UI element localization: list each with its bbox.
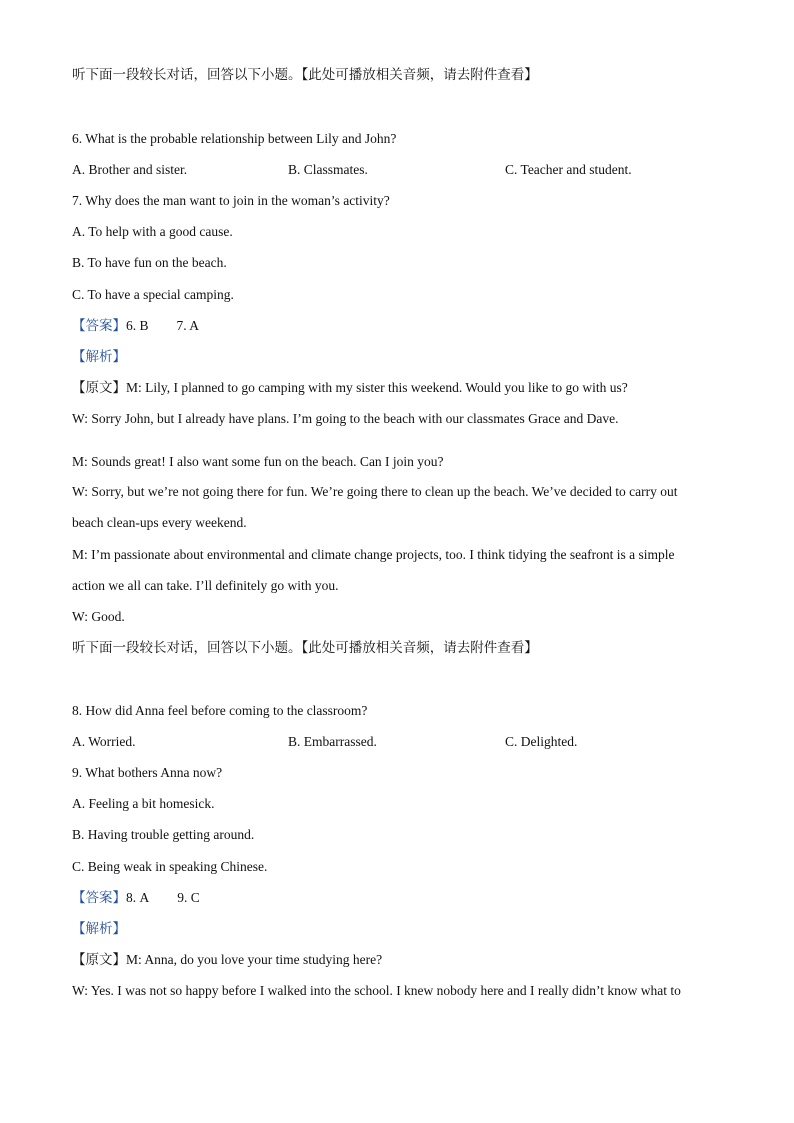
transcript-line: W: Sorry, but we’re not going there for fun. We’re going there to clean up the beach. We’ve decided to carry out — [72, 484, 678, 499]
q6-option-b: B. Classmates. — [288, 162, 368, 177]
q9-option-a: A. Feeling a bit homesick. — [72, 796, 215, 811]
q7-option-a: A. To help with a good cause. — [72, 224, 233, 239]
answer-8: 8. A — [126, 890, 150, 905]
answer-line — [72, 317, 199, 335]
transcript-line: W: Sorry John, but I already have plans. I’m going to the beach with our classmates Grace and Dave. — [72, 411, 619, 426]
question-6: 6. What is the probable relationship between Lily and John? — [72, 131, 397, 146]
q6-option-a: A. Brother and sister. — [72, 162, 188, 177]
answer-9: 9. C — [177, 890, 200, 905]
answer-label: 【答案】 — [72, 890, 126, 906]
answer-line — [72, 889, 200, 907]
transcript-line: M: Sounds great! I also want some fun on the beach. Can I join you? — [72, 454, 444, 469]
analysis-label: 【解析】 — [72, 921, 126, 937]
q9-option-b: B. Having trouble getting around. — [72, 827, 255, 842]
q8-option-b: B. Embarrassed. — [288, 734, 377, 749]
question-7: 7. Why does the man want to join in the woman’s activity? — [72, 193, 390, 208]
q7-option-c: C. To have a special camping. — [72, 287, 234, 302]
answer-6: 6. B — [126, 318, 149, 333]
listening-instruction: 听下面一段较长对话，回答以下小题。【此处可播放相关音频，请去附件查看】 — [72, 67, 538, 83]
transcript-line: 【原文】M: Lily, I planned to go camping with my sister this weekend. Would you like to go with us? — [72, 380, 628, 396]
listening-instruction: 听下面一段较长对话，回答以下小题。【此处可播放相关音频，请去附件查看】 — [72, 640, 538, 656]
transcript-line: W: Good. — [72, 609, 125, 624]
transcript-label: 【原文】 — [72, 380, 126, 396]
answer-label: 【答案】 — [72, 318, 126, 334]
question-8: 8. How did Anna feel before coming to the classroom? — [72, 703, 368, 718]
q9-option-c: C. Being weak in speaking Chinese. — [72, 859, 268, 874]
transcript-line: 【原文】M: Anna, do you love your time studying here? — [72, 952, 383, 968]
transcript-line: action we all can take. I’ll definitely go with you. — [72, 578, 339, 593]
answer-7: 7. A — [176, 318, 200, 333]
q6-option-c: C. Teacher and student. — [505, 162, 632, 177]
transcript-line: W: Yes. I was not so happy before I walked into the school. I knew nobody here and I really didn’t know what to — [72, 983, 681, 998]
transcript-line: beach clean-ups every weekend. — [72, 515, 247, 530]
question-9: 9. What bothers Anna now? — [72, 765, 223, 780]
analysis-label: 【解析】 — [72, 349, 126, 365]
q8-option-a: A. Worried. — [72, 734, 136, 749]
transcript-line: M: I’m passionate about environmental and climate change projects, too. I think tidying the seafront is a simple — [72, 547, 675, 562]
transcript-label: 【原文】 — [72, 952, 126, 968]
q8-option-c: C. Delighted. — [505, 734, 578, 749]
q7-option-b: B. To have fun on the beach. — [72, 255, 227, 270]
